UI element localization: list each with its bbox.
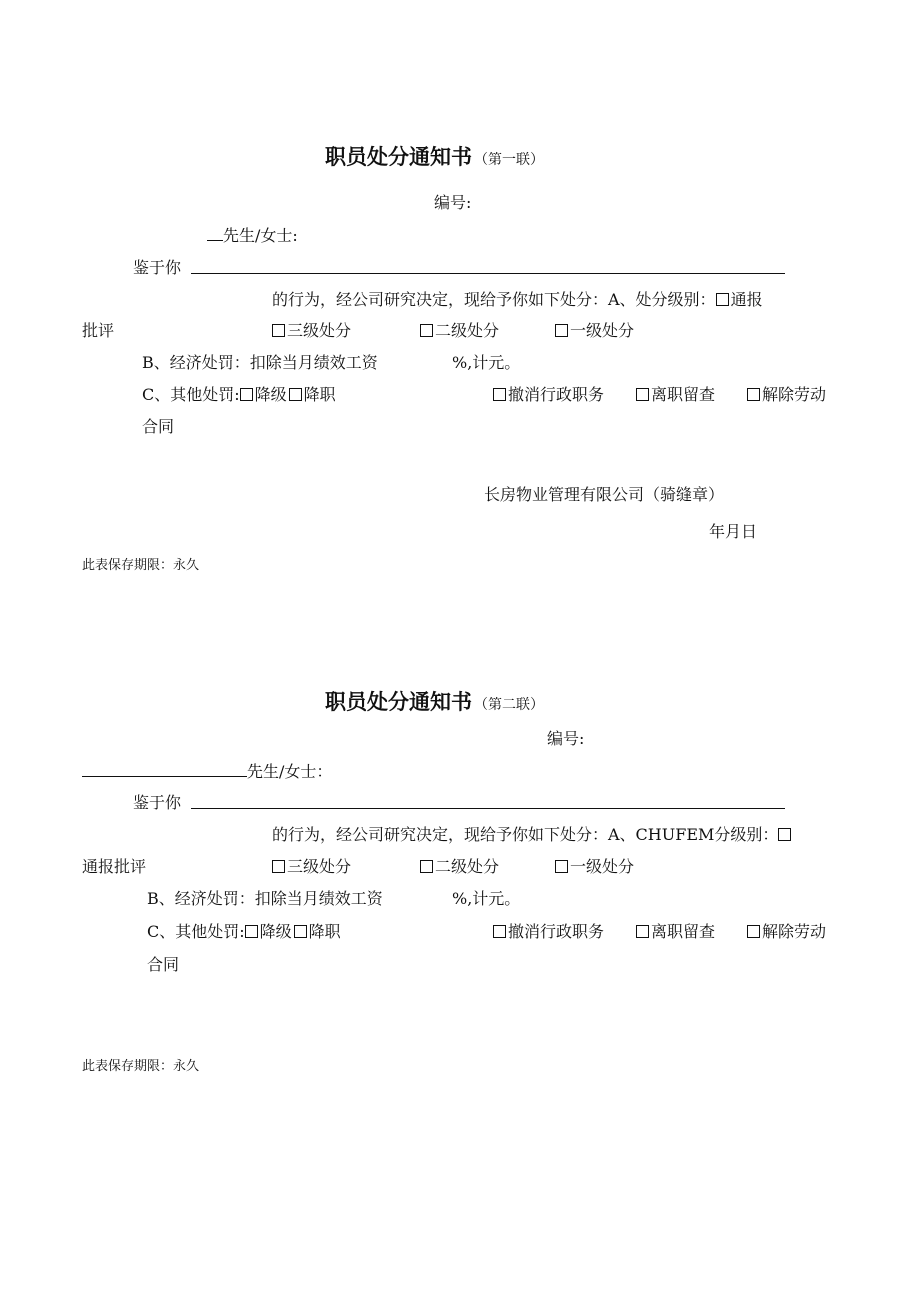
notice1-title [325, 143, 544, 174]
notice1-tongbao-checkbox[interactable] [716, 293, 729, 306]
notice2-reason-blank[interactable] [191, 808, 785, 809]
notice1-chexiao-checkbox[interactable] [493, 388, 506, 401]
notice1-yi-checkbox[interactable] [555, 324, 568, 337]
notice2-copy-label: （第二联） [474, 697, 544, 713]
notice2-tongbao-checkbox[interactable] [778, 828, 791, 841]
notice1-name-blank[interactable] [207, 226, 223, 241]
notice2-san-label: 三级处分 [287, 857, 352, 876]
notice2-jiechu-label: 解除劳动 [762, 922, 827, 941]
notice1-other-text: C、其他处罚: [142, 385, 240, 404]
notice1-jiechu-checkbox[interactable] [747, 388, 760, 401]
notice2-serial-label: 编号: [547, 729, 585, 748]
notice2-retention: 此表保存期限：永久 [82, 1059, 200, 1074]
notice2-decision [272, 825, 793, 845]
notice2-lizhi-checkbox[interactable] [636, 925, 649, 938]
notice2-econ: B、经济处罚：扣除当月绩效工资 [147, 889, 383, 908]
notice1-opt-chexiao [493, 385, 604, 405]
notice1-econ [142, 353, 378, 373]
notice1-san-label: 三级处分 [287, 321, 352, 340]
notice1-opt-san [272, 321, 351, 341]
notice2-jiangzhi-checkbox[interactable] [294, 925, 307, 938]
notice1-copy-label: （第一联） [474, 152, 544, 168]
notice1-yi-label: 一级处分 [570, 321, 635, 340]
notice2-decision-text: 的行为，经公司研究决定，现给予你如下处分：A、CHUFEM分级别： [272, 825, 779, 844]
notice1-jiangzhi-checkbox[interactable] [289, 388, 302, 401]
notice2-er-checkbox[interactable] [420, 860, 433, 873]
notice2-lizhi-label: 离职留查 [651, 922, 716, 941]
notice1-retention: 此表保存期限：永久 [82, 558, 200, 573]
notice1-intro: 鉴于你 [133, 258, 182, 277]
notice1-jiangji-label: 降级 [254, 385, 287, 404]
notice2-chexiao-label: 撤消行政职务 [508, 922, 605, 941]
notice1-opt-jiechu [747, 385, 826, 405]
notice1-salutation-text: 先生/女士: [223, 226, 298, 245]
notice1-opt-yi [555, 321, 634, 341]
notice2-er-label: 二级处分 [435, 857, 500, 876]
notice1-decision-text: 的行为，经公司研究决定，现给予你如下处分：A、处分级别： [272, 290, 716, 309]
notice1-jiechu-label: 解除劳动 [762, 385, 827, 404]
notice1-tongbao-label-2: 批评 [82, 321, 115, 340]
notice1-tongbao-label: 通报 [730, 290, 763, 309]
notice1-date: 年月日 [709, 522, 758, 541]
notice1-opt-er [420, 321, 499, 341]
notice1-san-checkbox[interactable] [272, 324, 285, 337]
notice2-econ-tail: %,计元。 [452, 889, 521, 908]
notice2-salutation-text: 先生/女士： [247, 762, 333, 781]
notice2-opt-lizhi [636, 922, 715, 942]
notice2-name-blank[interactable] [82, 762, 247, 777]
notice1-serial-label: 编号: [434, 193, 472, 212]
notice2-san-checkbox[interactable] [272, 860, 285, 873]
notice2-opt-san [272, 857, 351, 877]
notice1-decision [272, 290, 763, 310]
notice2-jiechu-label-2: 合同 [147, 955, 180, 974]
notice2-title [325, 688, 544, 719]
notice1-title-text: 职员处分通知书 [325, 145, 472, 169]
notice1-reason-blank[interactable] [191, 273, 785, 274]
notice2-salutation [82, 762, 332, 782]
notice1-opt-lizhi [636, 385, 715, 405]
notice1-chexiao-label: 撤消行政职务 [508, 385, 605, 404]
notice1-other [142, 385, 336, 405]
notice1-company: 长房物业管理有限公司（骑缝章） [484, 485, 725, 504]
notice2-other-text: C、其他处罚: [147, 922, 245, 941]
notice1-er-checkbox[interactable] [420, 324, 433, 337]
notice2-yi-label: 一级处分 [570, 857, 635, 876]
notice2-opt-er [420, 857, 499, 877]
notice2-jiechu-checkbox[interactable] [747, 925, 760, 938]
notice2-jiangji-label: 降级 [259, 922, 292, 941]
notice2-chexiao-checkbox[interactable] [493, 925, 506, 938]
notice1-er-label: 二级处分 [435, 321, 500, 340]
notice1-lizhi-checkbox[interactable] [636, 388, 649, 401]
notice2-intro: 鉴于你 [133, 793, 182, 812]
notice1-salutation [207, 226, 298, 246]
notice1-jiangji-checkbox[interactable] [240, 388, 253, 401]
notice2-opt-jiechu [747, 922, 826, 942]
notice2-other [147, 922, 341, 942]
notice1-econ-tail: %,计元。 [452, 353, 521, 372]
notice2-jiangji-checkbox[interactable] [245, 925, 258, 938]
notice1-lizhi-label: 离职留查 [651, 385, 716, 404]
notice2-title-text: 职员处分通知书 [325, 690, 472, 714]
notice2-opt-chexiao [493, 922, 604, 942]
notice2-opt-yi [555, 857, 634, 877]
notice2-jiangzhi-label: 降职 [308, 922, 341, 941]
notice2-tongbao-label: 通报批评 [82, 857, 147, 876]
notice1-jiangzhi-label: 降职 [303, 385, 336, 404]
notice1-jiechu-label-2: 合同 [142, 417, 175, 436]
notice1-econ-text: B、经济处罚：扣除当月绩效工资 [142, 353, 378, 372]
notice2-yi-checkbox[interactable] [555, 860, 568, 873]
